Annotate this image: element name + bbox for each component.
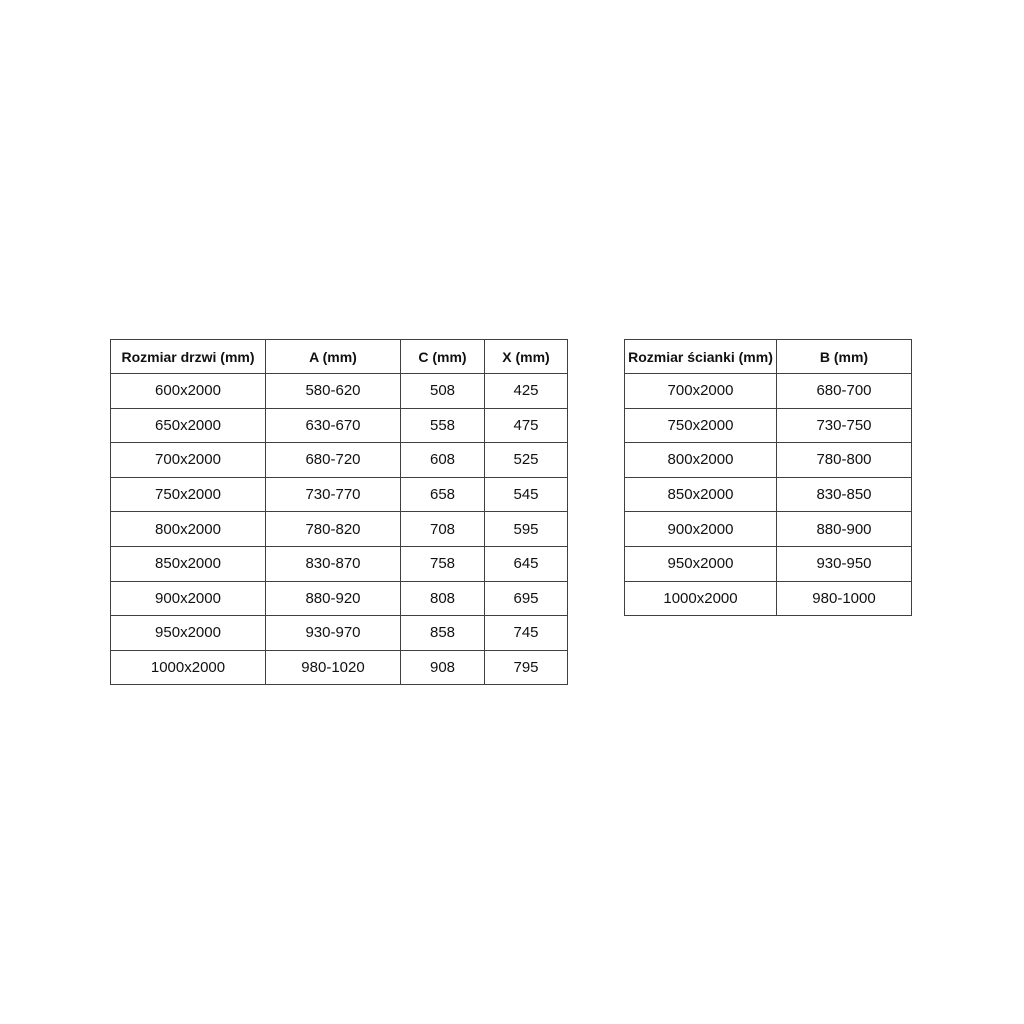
table-cell: 830-870 bbox=[266, 546, 401, 581]
column-header: Rozmiar drzwi (mm) bbox=[111, 340, 266, 374]
table-cell: 950x2000 bbox=[625, 546, 777, 581]
table-cell: 630-670 bbox=[266, 408, 401, 443]
table-cell: 980-1020 bbox=[266, 650, 401, 685]
table-row bbox=[625, 443, 912, 478]
table-cell: 730-750 bbox=[777, 408, 912, 443]
table-row bbox=[625, 477, 912, 512]
table-cell: 475 bbox=[485, 408, 568, 443]
table-cell: 930-970 bbox=[266, 616, 401, 651]
door-sizes-table bbox=[110, 339, 568, 685]
table-cell: 950x2000 bbox=[111, 616, 266, 651]
table-cell: 680-720 bbox=[266, 443, 401, 478]
table-cell: 795 bbox=[485, 650, 568, 685]
table-cell: 780-820 bbox=[266, 512, 401, 547]
table-cell: 800x2000 bbox=[111, 512, 266, 547]
table-cell: 780-800 bbox=[777, 443, 912, 478]
table-cell: 900x2000 bbox=[625, 512, 777, 547]
table-row bbox=[111, 650, 568, 685]
table-cell: 650x2000 bbox=[111, 408, 266, 443]
column-header: A (mm) bbox=[266, 340, 401, 374]
table-cell: 608 bbox=[401, 443, 485, 478]
table-cell: 880-900 bbox=[777, 512, 912, 547]
table-row bbox=[111, 581, 568, 616]
table-cell: 700x2000 bbox=[111, 443, 266, 478]
table-cell: 1000x2000 bbox=[111, 650, 266, 685]
column-header: C (mm) bbox=[401, 340, 485, 374]
table-cell: 680-700 bbox=[777, 374, 912, 409]
table-row bbox=[111, 512, 568, 547]
table-cell: 758 bbox=[401, 546, 485, 581]
table-row bbox=[111, 477, 568, 512]
table-cell: 1000x2000 bbox=[625, 581, 777, 616]
table-cell: 850x2000 bbox=[111, 546, 266, 581]
table-cell: 800x2000 bbox=[625, 443, 777, 478]
column-header: X (mm) bbox=[485, 340, 568, 374]
table-row bbox=[625, 512, 912, 547]
table-cell: 695 bbox=[485, 581, 568, 616]
table-cell: 750x2000 bbox=[625, 408, 777, 443]
table-cell: 645 bbox=[485, 546, 568, 581]
table-cell: 595 bbox=[485, 512, 568, 547]
table-cell: 600x2000 bbox=[111, 374, 266, 409]
table-cell: 808 bbox=[401, 581, 485, 616]
table-cell: 880-920 bbox=[266, 581, 401, 616]
table-row bbox=[111, 374, 568, 409]
header-row bbox=[625, 340, 912, 374]
column-header: Rozmiar ścianki (mm) bbox=[625, 340, 777, 374]
table-cell: 930-950 bbox=[777, 546, 912, 581]
table-cell: 700x2000 bbox=[625, 374, 777, 409]
table-cell: 980-1000 bbox=[777, 581, 912, 616]
table-row bbox=[111, 616, 568, 651]
table-row bbox=[625, 374, 912, 409]
table-cell: 525 bbox=[485, 443, 568, 478]
table-cell: 558 bbox=[401, 408, 485, 443]
table-cell: 908 bbox=[401, 650, 485, 685]
table-row bbox=[625, 581, 912, 616]
table-cell: 830-850 bbox=[777, 477, 912, 512]
table-cell: 745 bbox=[485, 616, 568, 651]
table-row bbox=[625, 546, 912, 581]
column-header: B (mm) bbox=[777, 340, 912, 374]
table-row bbox=[111, 408, 568, 443]
table-row bbox=[111, 443, 568, 478]
table-cell: 750x2000 bbox=[111, 477, 266, 512]
table-cell: 850x2000 bbox=[625, 477, 777, 512]
table-cell: 425 bbox=[485, 374, 568, 409]
table-cell: 658 bbox=[401, 477, 485, 512]
table-cell: 508 bbox=[401, 374, 485, 409]
table-cell: 900x2000 bbox=[111, 581, 266, 616]
table-cell: 858 bbox=[401, 616, 485, 651]
table-cell: 545 bbox=[485, 477, 568, 512]
header-row bbox=[111, 340, 568, 374]
table-cell: 580-620 bbox=[266, 374, 401, 409]
table-cell: 730-770 bbox=[266, 477, 401, 512]
table-row bbox=[111, 546, 568, 581]
table-row bbox=[625, 408, 912, 443]
table-cell: 708 bbox=[401, 512, 485, 547]
wall-panel-sizes-table bbox=[624, 339, 912, 616]
